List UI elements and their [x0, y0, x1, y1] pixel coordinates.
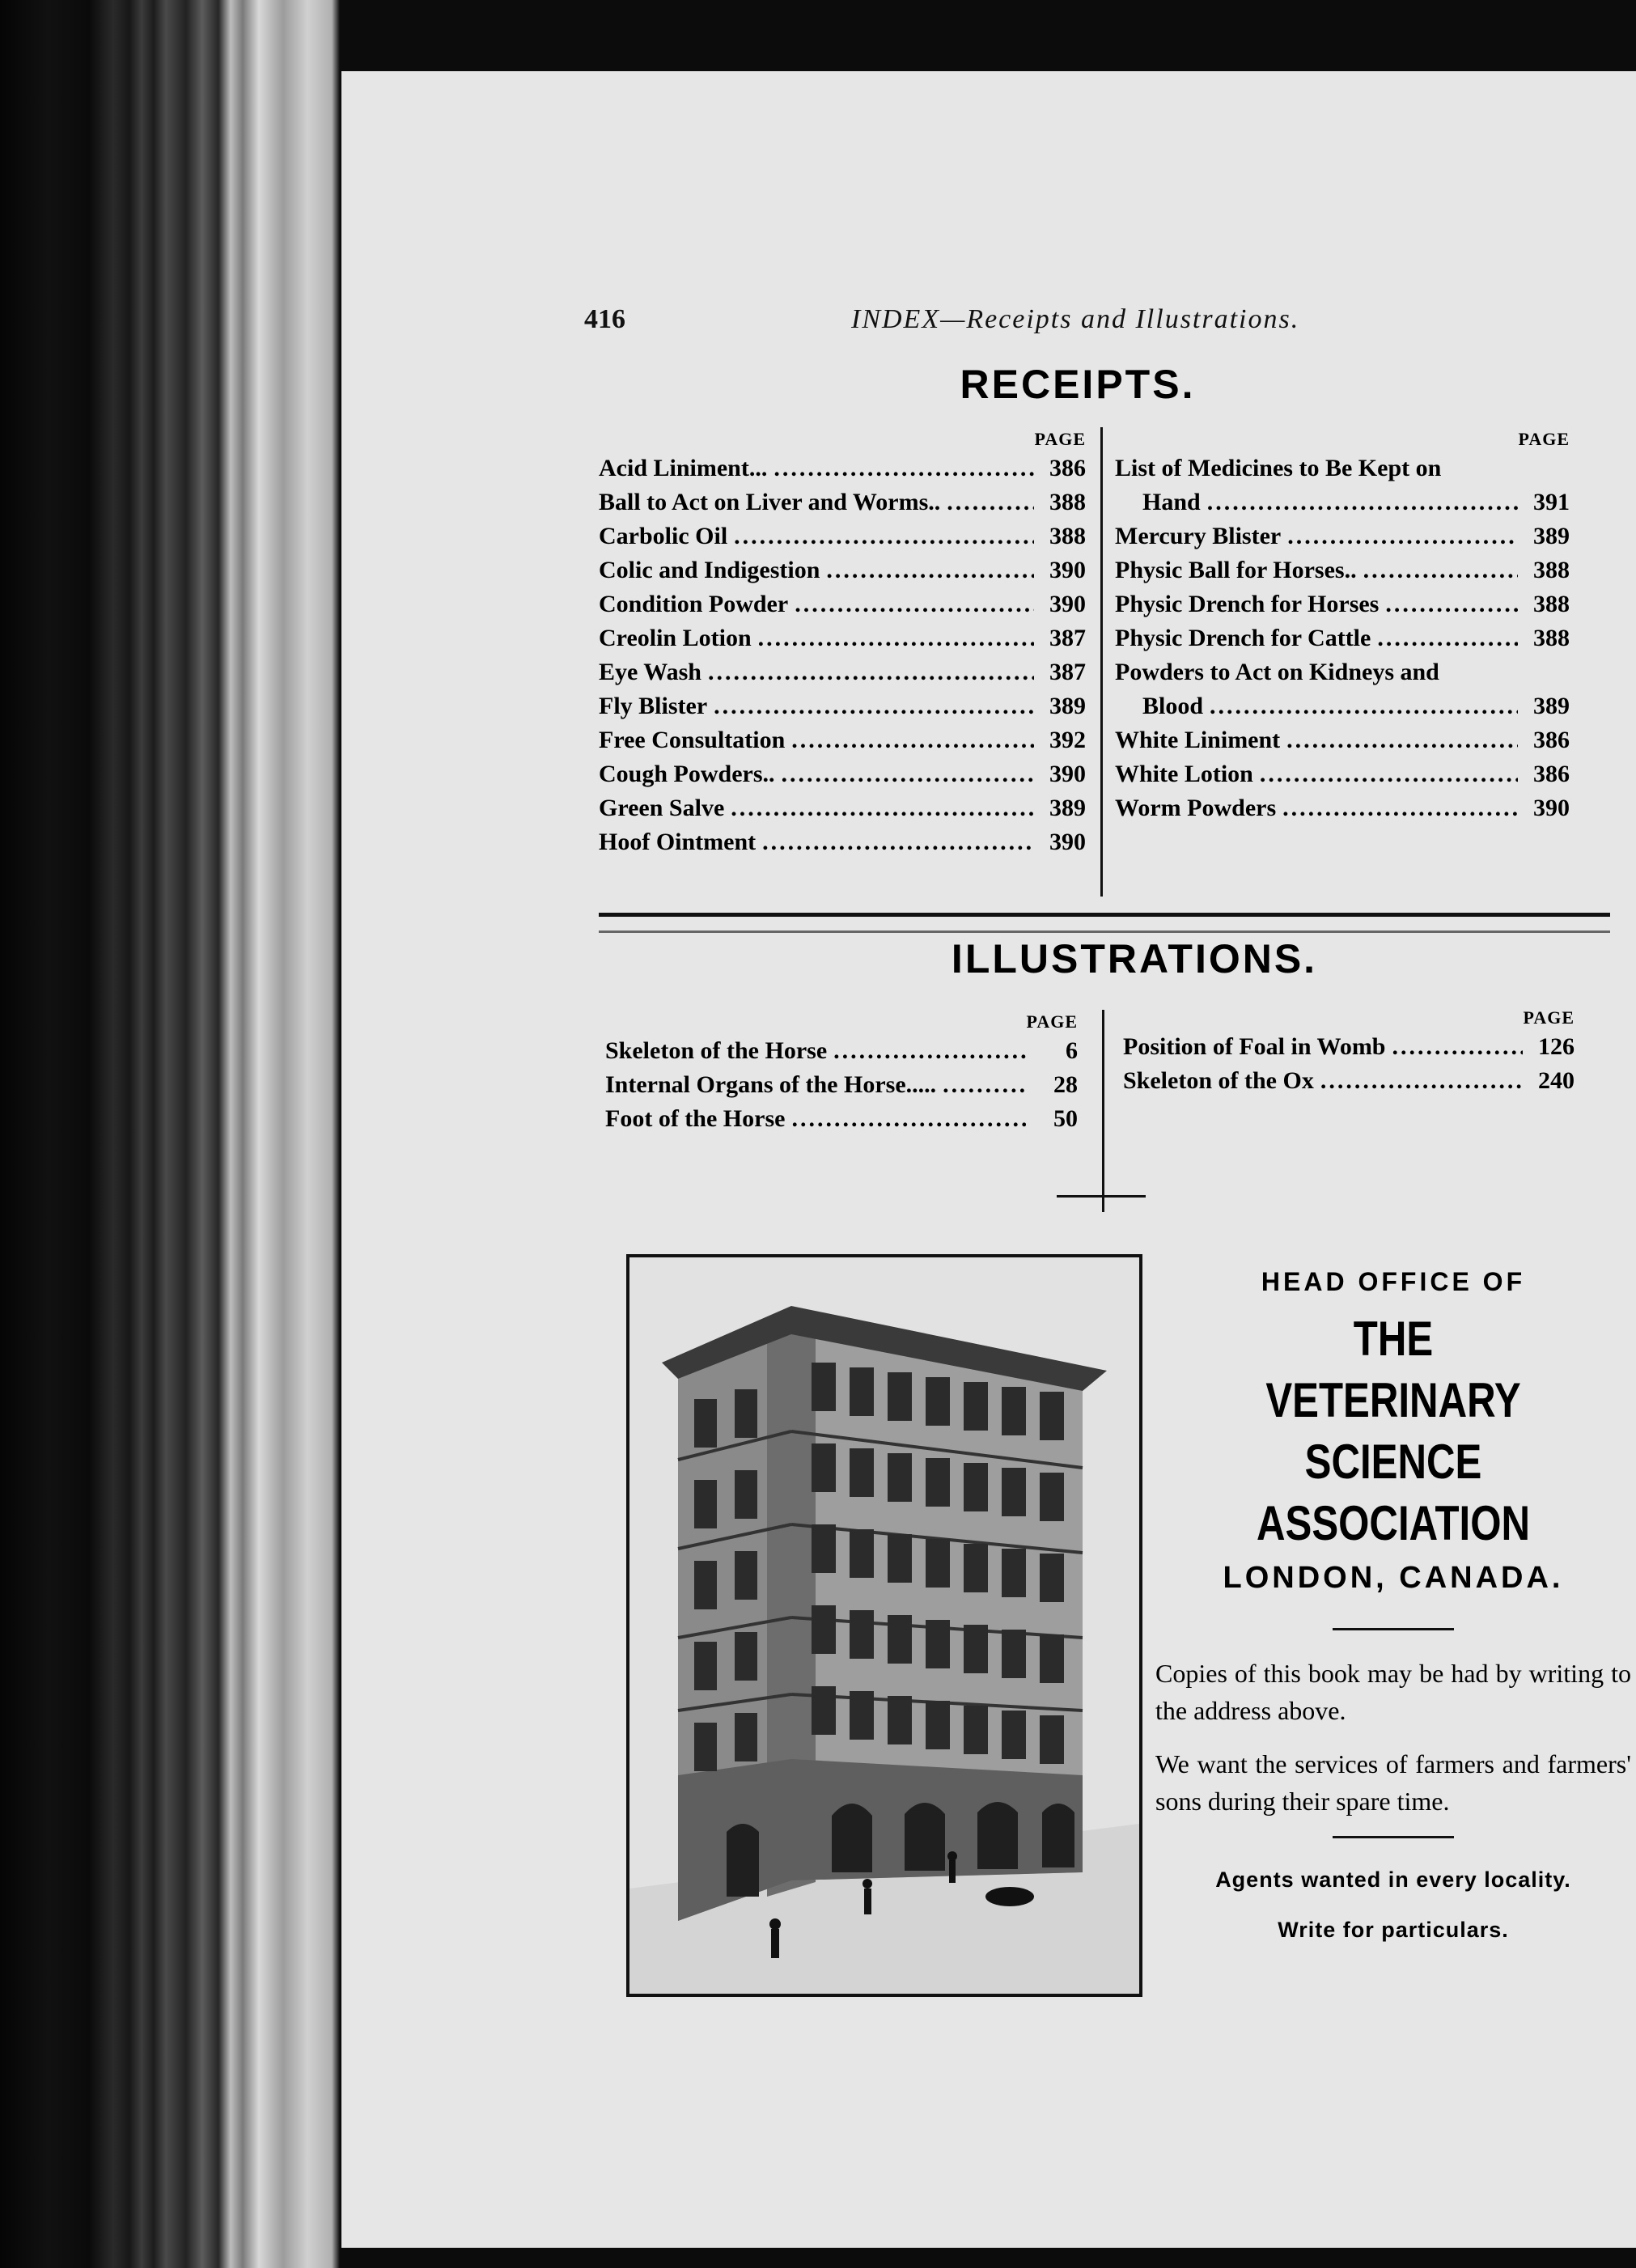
window: [694, 1399, 717, 1448]
window: [964, 1463, 988, 1511]
receipts-heading: RECEIPTS.: [960, 362, 1196, 407]
window: [694, 1480, 717, 1528]
window: [850, 1529, 874, 1578]
leader-dots: [1392, 1030, 1524, 1064]
head-office-advertisement: [1155, 1261, 1631, 1955]
entry-page-number: 28: [1053, 1071, 1078, 1098]
entry-page-number: 389: [1533, 523, 1570, 549]
leader-dots: [791, 723, 1034, 757]
window: [1040, 1392, 1064, 1440]
window: [888, 1534, 912, 1583]
window: [888, 1453, 912, 1502]
index-entry: [1115, 485, 1570, 519]
index-entry: [599, 791, 1086, 825]
leader-dots: [791, 1102, 1026, 1136]
entry-name: Position of Foal in Womb: [1123, 1033, 1386, 1060]
window: [812, 1363, 836, 1411]
entry-name: Worm Powders: [1115, 795, 1277, 821]
window: [926, 1377, 950, 1426]
leader-dots: [782, 757, 1034, 791]
index-entry: [605, 1034, 1078, 1068]
window: [926, 1701, 950, 1749]
window: [926, 1539, 950, 1588]
ad-org-line2: ASSOCIATION: [1256, 1496, 1531, 1550]
window: [926, 1620, 950, 1668]
entry-page-number: 390: [1533, 795, 1570, 821]
window: [888, 1615, 912, 1664]
window: [850, 1367, 874, 1416]
leader-dots: [826, 553, 1034, 587]
entry-page-number: 387: [1049, 659, 1086, 685]
entry-name: White Liniment: [1115, 727, 1281, 753]
leader-dots: [1385, 587, 1518, 621]
ad-org-line1: VETERINARY SCIENCE: [1265, 1373, 1521, 1489]
index-entry: [1115, 621, 1570, 655]
ad-the: THE: [1353, 1312, 1434, 1366]
index-entry: [1123, 1064, 1575, 1098]
entry-page-number: 50: [1053, 1105, 1078, 1132]
entry-name: Acid Liniment...: [599, 455, 768, 481]
illustrations-heading: ILLUSTRATIONS.: [951, 936, 1318, 981]
leader-dots: [795, 587, 1034, 621]
window: [850, 1610, 874, 1659]
entry-page-number: 126: [1538, 1033, 1575, 1060]
entry-name: Fly Blister: [599, 693, 708, 719]
index-entry: [1115, 655, 1570, 689]
window: [964, 1625, 988, 1673]
entry-page-number: 386: [1049, 455, 1086, 481]
entry-page-number: 386: [1533, 761, 1570, 787]
entry-name: Colic and Indigestion: [599, 557, 820, 583]
ad-rule: [1333, 1628, 1454, 1630]
leader-dots: [1282, 791, 1518, 825]
window: [964, 1544, 988, 1592]
entry-name: Physic Drench for Horses: [1115, 591, 1380, 617]
leader-dots: [762, 825, 1034, 859]
leader-dots: [708, 655, 1034, 689]
entry-page-number: 388: [1533, 625, 1570, 651]
window: [812, 1686, 836, 1735]
index-entry: [605, 1068, 1078, 1102]
window: [735, 1389, 757, 1438]
index-entry: [1115, 791, 1570, 825]
short-divider: [1057, 1195, 1146, 1198]
window: [1040, 1634, 1064, 1683]
entry-page-number: 392: [1049, 727, 1086, 753]
leader-dots: [731, 791, 1034, 825]
entry-name: Skeleton of the Ox: [1123, 1067, 1314, 1094]
page-column-label: PAGE: [1523, 1007, 1575, 1028]
window: [964, 1382, 988, 1431]
leader-dots: [1210, 689, 1518, 723]
entry-page-number: 391: [1533, 489, 1570, 515]
entry-name: Creolin Lotion: [599, 625, 752, 651]
entry-name: Mercury Blister: [1115, 523, 1282, 549]
window: [812, 1605, 836, 1654]
page-number: 416: [584, 304, 625, 334]
leader-dots: [1286, 723, 1518, 757]
entry-name: Hoof Ointment: [599, 829, 757, 855]
entry-name: Green Salve: [599, 795, 725, 821]
entry-name: List of Medicines to Be Kept on: [1115, 455, 1442, 481]
ad-rule: [1333, 1836, 1454, 1838]
entry-name: Cough Powders..: [599, 761, 775, 787]
window: [694, 1723, 717, 1771]
receipts-column-divider: [1100, 427, 1103, 897]
window: [812, 1443, 836, 1492]
leader-dots: [1363, 553, 1518, 587]
ad-write-for-particulars: Write for particulars.: [1278, 1918, 1509, 1942]
illustrations-right-column: [1123, 1006, 1575, 1098]
entry-name: Internal Organs of the Horse.....: [605, 1071, 937, 1098]
window: [1002, 1468, 1026, 1516]
leader-dots: [947, 485, 1034, 519]
window: [850, 1691, 874, 1740]
entry-name: Blood: [1142, 693, 1204, 719]
entry-page-number: 386: [1533, 727, 1570, 753]
window: [735, 1632, 757, 1681]
leader-dots: [1446, 655, 1518, 689]
leader-dots: [943, 1068, 1026, 1102]
entry-name: Condition Powder: [599, 591, 789, 617]
entry-name: Skeleton of the Horse: [605, 1037, 828, 1064]
window: [1002, 1387, 1026, 1435]
window: [735, 1713, 757, 1761]
entry-page-number: 388: [1533, 591, 1570, 617]
entry-name: Physic Ball for Horses..: [1115, 557, 1357, 583]
window: [964, 1706, 988, 1754]
index-entry: [599, 553, 1086, 587]
entry-page-number: 388: [1049, 489, 1086, 515]
index-entry: [1115, 587, 1570, 621]
entry-page-number: [1524, 655, 1570, 689]
index-entry: [1115, 757, 1570, 791]
entry-page-number: 390: [1049, 829, 1086, 855]
index-entry: [599, 723, 1086, 757]
index-entry: [599, 621, 1086, 655]
entry-name: Free Consultation: [599, 727, 786, 753]
illustrations-left-column: [605, 1010, 1078, 1136]
window: [812, 1524, 836, 1573]
window: [735, 1470, 757, 1519]
entry-name: Ball to Act on Liver and Worms..: [599, 489, 941, 515]
window: [1002, 1549, 1026, 1597]
entry-page-number: 389: [1533, 693, 1570, 719]
entry-page-number: 389: [1049, 693, 1086, 719]
leader-dots: [1320, 1064, 1523, 1098]
leader-dots: [734, 519, 1034, 553]
running-head-title: INDEX—Receipts and Illustrations.: [851, 304, 1300, 334]
entry-page-number: 388: [1049, 523, 1086, 549]
section-rule-top: [599, 913, 1610, 917]
leader-dots: [714, 689, 1034, 723]
ad-city: LONDON, CANADA.: [1223, 1561, 1564, 1595]
leader-dots: [773, 451, 1034, 485]
index-entry: [1115, 553, 1570, 587]
ad-agents-wanted: Agents wanted in every locality.: [1215, 1867, 1571, 1892]
index-entry: [1123, 1030, 1575, 1064]
window: [1002, 1630, 1026, 1678]
window: [694, 1561, 717, 1609]
window: [888, 1696, 912, 1744]
entry-page-number: 390: [1049, 591, 1086, 617]
leader-dots: [1207, 485, 1518, 519]
entry-page-number: 390: [1049, 557, 1086, 583]
ad-copies-paragraph: Copies of this book may be had by writing to the address above.: [1155, 1659, 1631, 1725]
book-page: [341, 71, 1636, 2248]
entry-page-number: 240: [1538, 1067, 1575, 1094]
window: [1040, 1715, 1064, 1764]
window: [850, 1448, 874, 1497]
window: [735, 1551, 757, 1600]
leader-dots: [1377, 621, 1518, 655]
entry-name: Eye Wash: [599, 659, 701, 685]
entry-page-number: 387: [1049, 625, 1086, 651]
index-entry: [1115, 723, 1570, 757]
window: [694, 1642, 717, 1690]
index-entry: [599, 485, 1086, 519]
page-column-label: PAGE: [1518, 429, 1570, 449]
entry-page-number: 390: [1049, 761, 1086, 787]
index-entry: [1115, 519, 1570, 553]
entry-page-number: 389: [1049, 795, 1086, 821]
leader-dots: [1287, 519, 1518, 553]
entry-name: White Lotion: [1115, 761, 1253, 787]
window: [1040, 1473, 1064, 1521]
building-illustration: [626, 1254, 1142, 1997]
index-entry: [1115, 451, 1570, 485]
window: [888, 1372, 912, 1421]
entry-name: Physic Drench for Cattle: [1115, 625, 1371, 651]
page-column-label: PAGE: [1026, 1011, 1078, 1032]
index-entry: [605, 1102, 1078, 1136]
entry-name: Powders to Act on Kidneys and: [1115, 659, 1439, 685]
index-entry: [599, 689, 1086, 723]
entry-name: Carbolic Oil: [599, 523, 728, 549]
entry-page-number: 388: [1533, 557, 1570, 583]
index-entry: [599, 519, 1086, 553]
page-column-label: PAGE: [1034, 429, 1086, 449]
leader-dots: [758, 621, 1034, 655]
window: [1040, 1554, 1064, 1602]
ad-head-office: HEAD OFFICE OF: [1261, 1267, 1526, 1296]
index-entry: [599, 825, 1086, 859]
index-entry: [599, 451, 1086, 485]
ad-services-paragraph: We want the services of farmers and farmers' sons during their spare time.: [1155, 1749, 1631, 1816]
receipts-left-column: [599, 427, 1086, 859]
building-drawing: [629, 1257, 1139, 1994]
index-entry: [1115, 689, 1570, 723]
leader-dots: [833, 1034, 1026, 1068]
index-entry: [599, 587, 1086, 621]
index-entry: [599, 655, 1086, 689]
window: [1002, 1711, 1026, 1759]
entry-page-number: [1524, 451, 1570, 485]
entry-page-number: 6: [1066, 1037, 1078, 1064]
section-rule-bottom: [599, 931, 1610, 933]
entry-name: Foot of the Horse: [605, 1105, 786, 1132]
entry-name: Hand: [1142, 489, 1201, 515]
illustrations-column-divider: [1102, 1010, 1104, 1212]
leader-dots: [1447, 451, 1518, 485]
window: [926, 1458, 950, 1507]
index-entry: [599, 757, 1086, 791]
receipts-right-column: [1115, 427, 1570, 825]
leader-dots: [1260, 757, 1518, 791]
